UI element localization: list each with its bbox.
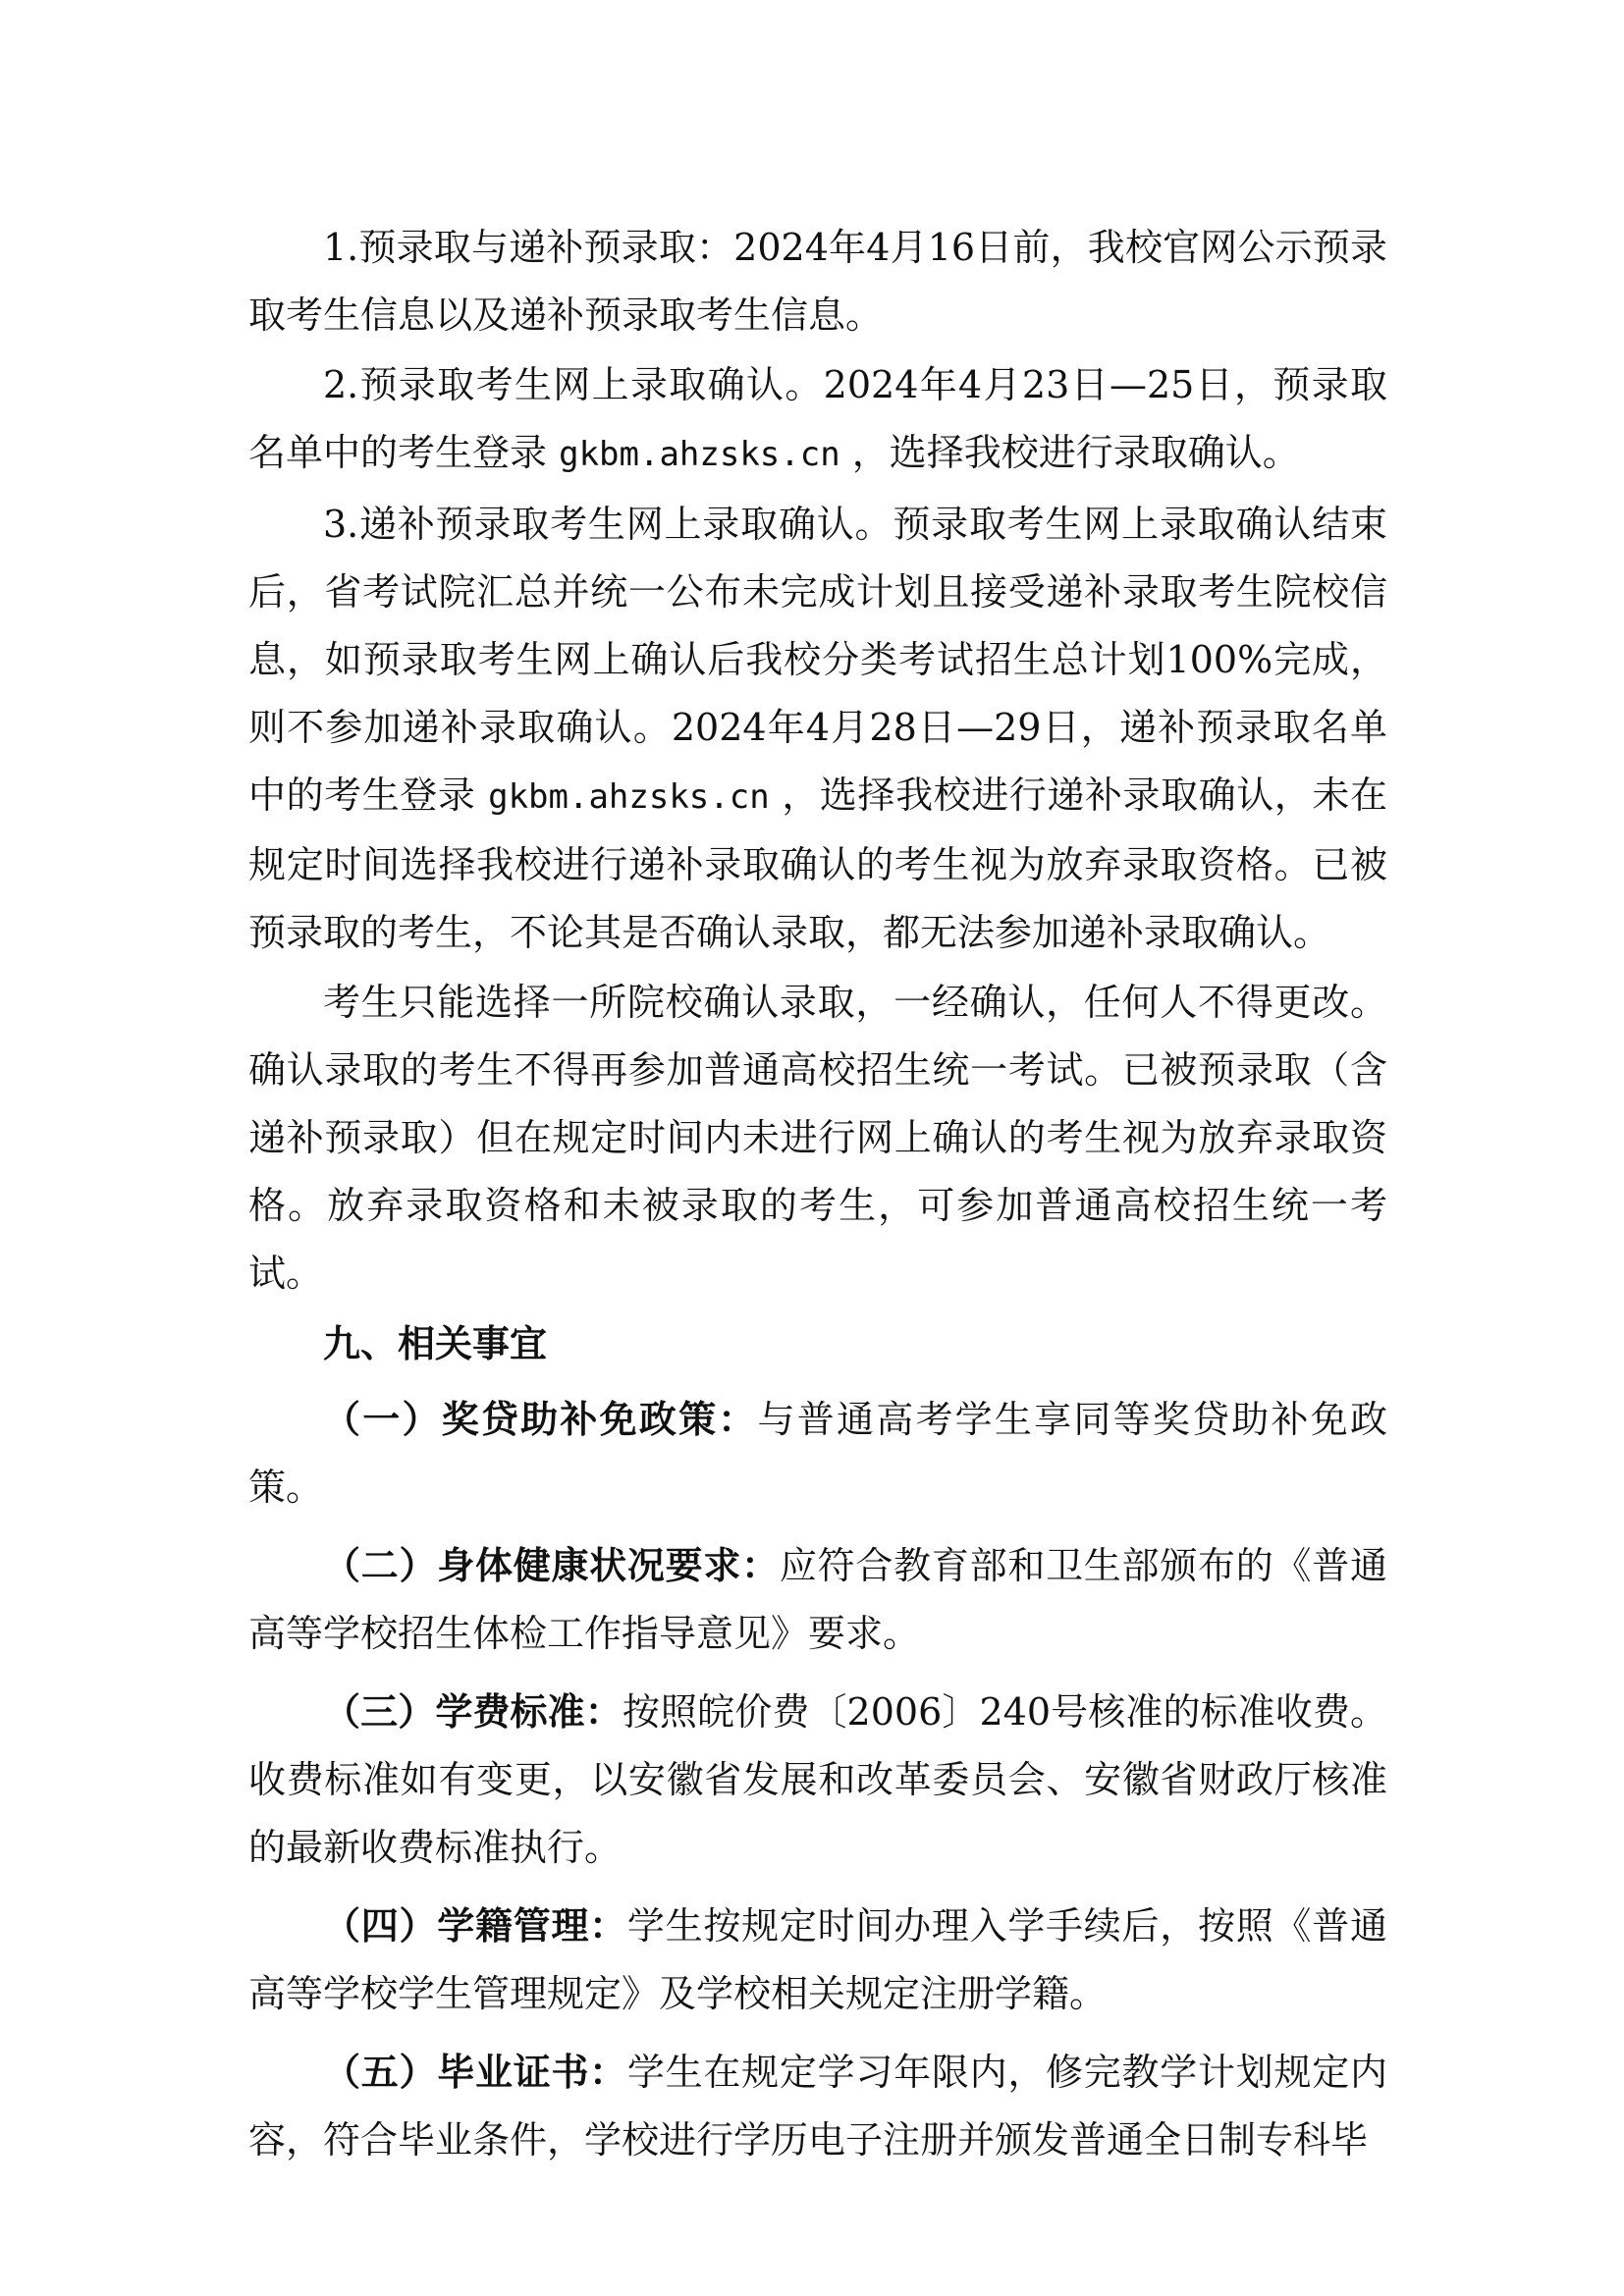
item-health-requirements [248,1531,1387,1668]
paragraph-confirmation-rules [248,969,1387,1308]
item-tuition-standard [248,1678,1387,1882]
paragraph-text-after: ，选择我校进行录取确认。 [851,431,1300,474]
item-text: 学生按规定时间办理入学手续后，按照《普通高等学校学生管理规定》及学校相关规定注册学籍。 [248,1904,1387,2015]
item-text: 按照皖价费〔2006〕240号核准的标准收费。收费标准如有变更，以安徽省发展和改革委员会、安徽省财政厅核准的最新收费标准执行。 [248,1690,1387,1869]
paragraph-supplementary-confirmation [248,491,1387,967]
item-lead: （三）学费标准： [323,1689,623,1734]
item-financial-aid [248,1385,1387,1522]
item-lead: （四）学籍管理： [323,1903,627,1948]
document-page [248,214,1387,2184]
item-text: 应符合教育部和卫生部颁布的《普通高等学校招生体检工作指导意见》要求。 [248,1544,1387,1655]
paragraph-admission-confirmation [248,351,1387,489]
item-student-records [248,1892,1387,2028]
paragraph-text-before: 2.预录取考生网上录取确认。2024年4月23日—25日，预录取名单中的考生登录 [248,363,1387,474]
paragraph-text: 1.预录取与递补预录取：2024年4月16日前，我校官网公示预录取考生信息以及递补预录取考生信息。 [248,226,1387,337]
item-lead: （五）毕业证书： [323,2050,627,2094]
paragraph-text-after: ，选择我校进行递补录取确认，未在规定时间选择我校进行递补录取确认的考生视为放弃录取资格。已被预录取的考生，不论其是否确认录取，都无法参加递补录取确认。 [248,774,1387,954]
section-heading: 九、相关事宜 [323,1321,548,1365]
item-lead: （一）奖贷助补免政策： [323,1397,758,1441]
website-url[interactable]: gkbm.ahzsks.cn [488,777,770,817]
paragraph-text-before: 3.递补预录取考生网上录取确认。预录取考生网上录取确认结束后，省考试院汇总并统一公布未完成计划且接受递补录取考生院校信息，如预录取考生网上确认后我校分类考试招生总计划100%完成，则不参加递补录取确认。2024年4月28日—29日，递补预录取名单中的考生登录 [248,503,1387,817]
paragraph-text: 考生只能选择一所院校确认录取，一经确认，任何人不得更改。确认录取的考生不得再参加普通高校招生统一考试。已被预录取（含递补预录取）但在规定时间内未进行网上确认的考生视为放弃录取资格。放弃录取资格和未被录取的考生，可参加普通高校招生统一考试。 [248,981,1387,1295]
item-lead: （二）身体健康状况要求： [323,1543,780,1587]
paragraph-pre-admission [248,214,1387,349]
item-graduation-certificate [248,2038,1387,2174]
item-text: 与普通高考学生享同等奖贷助补免政策。 [248,1398,1387,1509]
website-url[interactable]: gkbm.ahzsks.cn [559,435,840,474]
item-text: 学生在规定学习年限内，修完教学计划规定内容，符合毕业条件，学校进行学历电子注册并颁发普通全日制专科毕 [248,2051,1387,2162]
